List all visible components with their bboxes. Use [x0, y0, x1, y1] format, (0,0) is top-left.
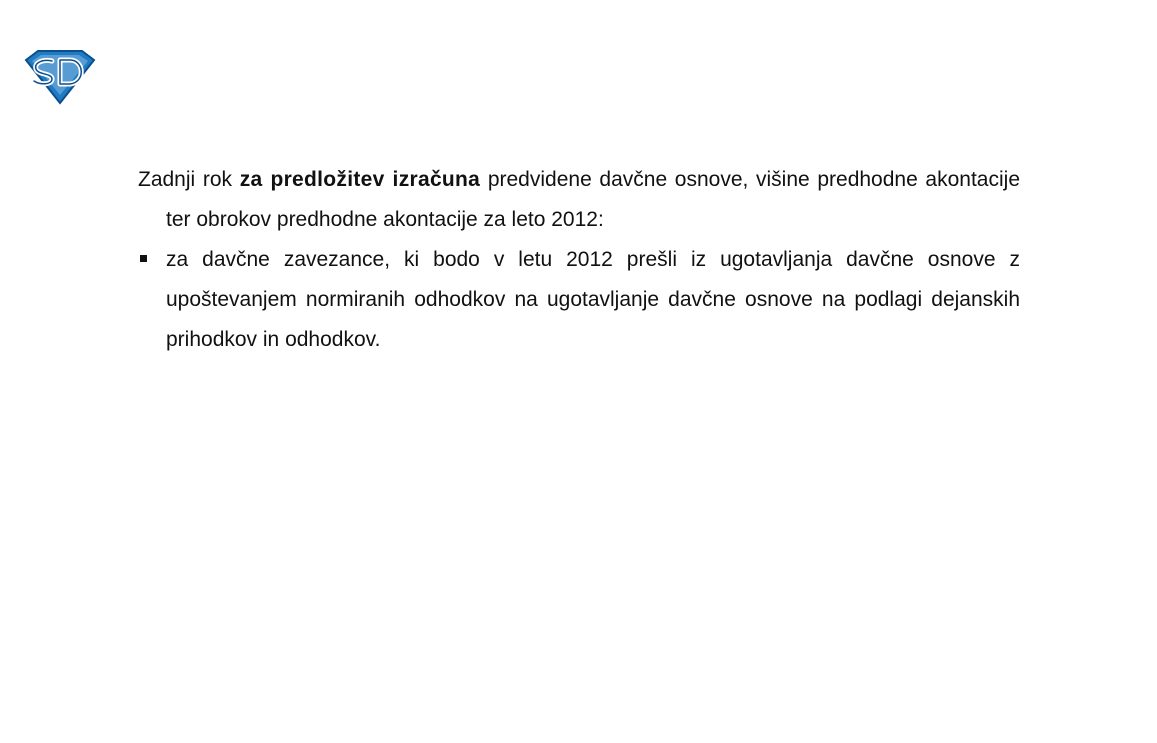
- intro-text-end: predvidene davčne osnove, višine predhodne akontacije ter obrokov predhodne akontacije za leto 2012:: [166, 168, 1020, 231]
- sd-shield-logo-icon: [22, 48, 96, 106]
- intro-text-start: Zadnji rok: [138, 168, 240, 191]
- bullet-text: za davčne zavezance, ki bodo v letu 2012 prešli iz ugotavljanja davčne osnove z upoštevanjem normiranih odhodkov na ugotavljanje davčne osnove na podlagi dejanskih prihodkov in odhodkov.: [166, 248, 1020, 351]
- intro-paragraph: [138, 160, 1020, 240]
- bullet-list: [138, 240, 1020, 360]
- intro-text-bold: za predložitev izračuna: [239, 168, 481, 191]
- square-bullet-icon: [140, 255, 147, 262]
- company-logo: [22, 48, 96, 106]
- list-item: [138, 240, 1020, 360]
- document-body: [138, 160, 1020, 360]
